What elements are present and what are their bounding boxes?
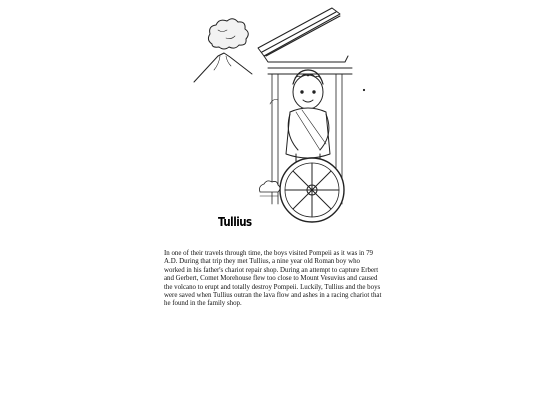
tullius-drawing-icon — [160, 4, 375, 234]
story-paragraph: In one of their travels through time, the boys visited Pompeii as it was in 79 A.D. During that trip they met Tullius, a nine year old Roman boy who worked in his father's chariot repair shop. During an attempt to capture Erbert and Gerbert, Comet Morehouse flew too close to Mount Vesuvius and caused the volcano to erupt and totally destroy Pompeii. Luckily, Tullius and the boys were saved when Tullius outran the lava flow and ashes in a racing chariot that he found in the family shop. — [164, 250, 382, 308]
shrub-icon — [260, 181, 281, 196]
volcano-icon — [194, 53, 252, 82]
smoke-cloud-icon — [208, 19, 248, 49]
character-name-title: Tullius — [218, 214, 252, 229]
chariot-wheel-icon — [280, 158, 344, 222]
